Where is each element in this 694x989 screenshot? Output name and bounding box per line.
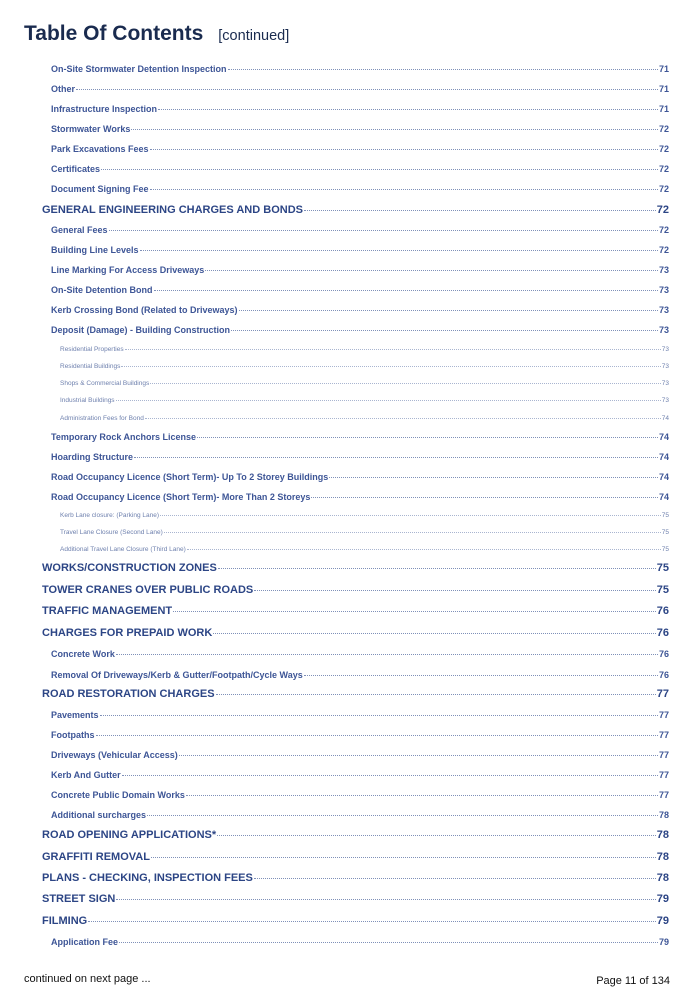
dot-leader bbox=[150, 181, 658, 190]
toc-entry-page: 73 bbox=[658, 264, 669, 275]
toc-entry-page: 78 bbox=[656, 872, 669, 885]
toc-entry[interactable] bbox=[51, 83, 669, 94]
toc-entry[interactable] bbox=[51, 669, 669, 680]
toc-entry-label: Residential Properties bbox=[60, 345, 124, 353]
dot-leader bbox=[122, 767, 658, 776]
toc-entry-label: Concrete Public Domain Works bbox=[51, 789, 185, 800]
dot-leader bbox=[173, 601, 656, 612]
toc-entry-label: General Fees bbox=[51, 224, 108, 235]
toc-entry-label: Pavements bbox=[51, 709, 99, 720]
toc-entry-label: Footpaths bbox=[51, 729, 95, 740]
toc-entry-page: 75 bbox=[656, 562, 669, 575]
toc-entry[interactable] bbox=[51, 224, 669, 235]
toc-entry-label: ROAD RESTORATION CHARGES bbox=[42, 688, 215, 701]
toc-entry-label: Shops & Commercial Buildings bbox=[60, 379, 150, 387]
toc-entry-page: 76 bbox=[656, 605, 669, 618]
toc-entry-label: Kerb Crossing Bond (Related to Driveways) bbox=[51, 304, 238, 315]
toc-entry-label: On-Site Stormwater Detention Inspection bbox=[51, 63, 227, 74]
toc-entry[interactable] bbox=[51, 936, 669, 947]
toc-entry[interactable] bbox=[51, 648, 669, 659]
dot-leader bbox=[100, 707, 658, 716]
toc-entry-page: 76 bbox=[658, 669, 669, 680]
toc-entry-label: FILMING bbox=[42, 915, 88, 928]
toc-entry-label: Kerb And Gutter bbox=[51, 769, 121, 780]
toc-entry-label: Driveways (Vehicular Access) bbox=[51, 749, 178, 760]
dot-leader bbox=[125, 343, 661, 350]
dot-leader bbox=[254, 868, 656, 879]
toc-entry-label: Kerb Lane closure: (Parking Lane) bbox=[60, 511, 160, 519]
toc-entry-page: 78 bbox=[656, 829, 669, 842]
toc-entry-page: 72 bbox=[658, 143, 669, 154]
toc-entry[interactable] bbox=[42, 827, 669, 841]
toc-entry-label: CHARGES FOR PREPAID WORK bbox=[42, 627, 213, 640]
toc-entry[interactable] bbox=[60, 378, 669, 387]
toc-entry[interactable] bbox=[51, 471, 669, 482]
dot-leader bbox=[228, 61, 658, 70]
toc-entry[interactable] bbox=[60, 395, 669, 404]
toc-entry-label: PLANS - CHECKING, INSPECTION FEES bbox=[42, 872, 253, 885]
dot-leader bbox=[187, 543, 661, 550]
toc-entry-label: Concrete Work bbox=[51, 648, 115, 659]
toc-entry-page: 73 bbox=[658, 324, 669, 335]
dot-leader bbox=[216, 684, 656, 695]
toc-entry-label: Travel Lane Closure (Second Lane) bbox=[60, 528, 163, 536]
dot-leader bbox=[239, 302, 658, 311]
toc-entry-page: 71 bbox=[658, 103, 669, 114]
toc-entry[interactable] bbox=[51, 143, 669, 154]
toc-entry[interactable] bbox=[51, 324, 669, 335]
dot-leader bbox=[304, 667, 658, 676]
toc-entry-label: Removal Of Driveways/Kerb & Gutter/Footpath/Cycle Ways bbox=[51, 669, 303, 680]
continued-note: continued on next page ... bbox=[24, 973, 151, 985]
toc-entry[interactable] bbox=[51, 123, 669, 134]
toc-entry[interactable] bbox=[51, 183, 669, 194]
toc-entry-label: Deposit (Damage) - Building Construction bbox=[51, 324, 230, 335]
dot-leader bbox=[179, 747, 658, 756]
toc-entry-label: On-Site Detention Bond bbox=[51, 284, 153, 295]
toc-entry-label: Residential Buildings bbox=[60, 362, 121, 370]
dot-leader bbox=[116, 394, 661, 401]
toc-entry-page: 73 bbox=[661, 345, 669, 353]
dot-leader bbox=[119, 934, 658, 943]
toc-entry-label: Administration Fees for Bond bbox=[60, 414, 144, 422]
toc-entry-page: 76 bbox=[658, 648, 669, 659]
dot-leader bbox=[101, 161, 658, 170]
toc-entry[interactable] bbox=[42, 202, 669, 216]
toc-entry-page: 74 bbox=[658, 451, 669, 462]
dot-leader bbox=[116, 889, 655, 900]
toc-entry-page: 77 bbox=[658, 769, 669, 780]
toc-entry-label: Line Marking For Access Driveways bbox=[51, 264, 205, 275]
dot-leader bbox=[231, 322, 658, 331]
dot-leader bbox=[213, 623, 655, 634]
dot-leader bbox=[145, 412, 661, 419]
toc-entry-label: Industrial Buildings bbox=[60, 396, 115, 404]
toc-entry[interactable] bbox=[51, 789, 669, 800]
toc-entry-page: 74 bbox=[658, 471, 669, 482]
toc-entry[interactable] bbox=[51, 163, 669, 174]
toc-entry[interactable] bbox=[42, 582, 669, 596]
toc-entry[interactable] bbox=[42, 686, 669, 700]
toc-entry[interactable] bbox=[60, 344, 669, 353]
toc-entry[interactable] bbox=[51, 451, 669, 462]
page-subtitle: [continued] bbox=[218, 28, 290, 44]
toc-entry-label: GRAFFITI REMOVAL bbox=[42, 851, 150, 864]
toc-entry[interactable] bbox=[51, 729, 669, 740]
dot-leader bbox=[140, 242, 658, 251]
toc-entry-label: ROAD OPENING APPLICATIONS* bbox=[42, 829, 217, 842]
dot-leader bbox=[121, 360, 660, 367]
toc-entry[interactable] bbox=[60, 510, 669, 519]
toc-entry-page: 79 bbox=[656, 915, 669, 928]
toc-entry[interactable] bbox=[51, 709, 669, 720]
toc-entry-page: 73 bbox=[658, 304, 669, 315]
toc-entry[interactable] bbox=[42, 891, 669, 905]
toc-entry-page: 77 bbox=[656, 688, 669, 701]
toc-entry-page: 79 bbox=[656, 893, 669, 906]
toc-entry[interactable] bbox=[60, 413, 669, 422]
toc-entry-page: 76 bbox=[656, 627, 669, 640]
toc-entry-page: 78 bbox=[656, 851, 669, 864]
toc-entry-label: Application Fee bbox=[51, 936, 119, 947]
toc-entry[interactable] bbox=[42, 603, 669, 617]
dot-leader bbox=[150, 141, 658, 150]
toc-entry[interactable] bbox=[42, 849, 669, 863]
toc-entry-page: 75 bbox=[656, 584, 669, 597]
toc-entry-page: 78 bbox=[658, 809, 669, 820]
toc-entry-page: 72 bbox=[656, 204, 669, 217]
toc-entry[interactable] bbox=[42, 625, 669, 639]
toc-entry-label: TOWER CRANES OVER PUBLIC ROADS bbox=[42, 584, 254, 597]
toc-entry-label: Additional surcharges bbox=[51, 809, 147, 820]
dot-leader bbox=[254, 580, 655, 591]
dot-leader bbox=[154, 282, 658, 291]
toc-entry[interactable] bbox=[42, 913, 669, 927]
toc-entry-page: 77 bbox=[658, 729, 669, 740]
toc-entry-page: 72 bbox=[658, 224, 669, 235]
toc-entry[interactable] bbox=[60, 544, 669, 553]
toc-entry-page: 77 bbox=[658, 749, 669, 760]
toc-entry-page: 72 bbox=[658, 244, 669, 255]
toc-entry[interactable] bbox=[51, 304, 669, 315]
dot-leader bbox=[186, 787, 658, 796]
toc-entry-label: WORKS/CONSTRUCTION ZONES bbox=[42, 562, 217, 575]
toc-entry-label: Building Line Levels bbox=[51, 244, 139, 255]
toc-entry[interactable] bbox=[42, 870, 669, 884]
toc-entry-label: Park Excavations Fees bbox=[51, 143, 149, 154]
toc-entry-page: 72 bbox=[658, 183, 669, 194]
toc-entry-label: TRAFFIC MANAGEMENT bbox=[42, 605, 173, 618]
toc-entry[interactable] bbox=[51, 769, 669, 780]
toc-entry-page: 77 bbox=[658, 709, 669, 720]
page-header bbox=[24, 22, 289, 46]
toc-entry[interactable] bbox=[51, 749, 669, 760]
toc-entry-page: 74 bbox=[658, 491, 669, 502]
toc-entry-label: Road Occupancy Licence (Short Term)- Up To 2 Storey Buildings bbox=[51, 471, 329, 482]
toc-entry[interactable] bbox=[51, 284, 669, 295]
toc-entry[interactable] bbox=[51, 63, 669, 74]
dot-leader bbox=[197, 429, 658, 438]
toc-entry[interactable] bbox=[51, 809, 669, 820]
dot-leader bbox=[329, 469, 658, 478]
toc-entry-label: Hoarding Structure bbox=[51, 451, 134, 462]
toc-entry-page: 77 bbox=[658, 789, 669, 800]
toc-entry-label: Stormwater Works bbox=[51, 123, 131, 134]
toc-entry[interactable] bbox=[51, 103, 669, 114]
toc-entry-label: Road Occupancy Licence (Short Term)- More Than 2 Storeys bbox=[51, 491, 311, 502]
toc-entry-page: 75 bbox=[661, 528, 669, 536]
toc-entry-page: 72 bbox=[658, 163, 669, 174]
toc-entry-page: 73 bbox=[658, 284, 669, 295]
toc-entry-label: Infrastructure Inspection bbox=[51, 103, 158, 114]
dot-leader bbox=[150, 377, 661, 384]
dot-leader bbox=[311, 489, 658, 498]
toc-entry[interactable] bbox=[51, 244, 669, 255]
toc-entry-page: 75 bbox=[661, 511, 669, 519]
dot-leader bbox=[116, 646, 658, 655]
dot-leader bbox=[88, 911, 656, 922]
page-title: Table Of Contents bbox=[24, 22, 204, 45]
toc-entry-page: 74 bbox=[658, 431, 669, 442]
toc-entry-label: GENERAL ENGINEERING CHARGES AND BONDS bbox=[42, 204, 303, 217]
dot-leader bbox=[205, 262, 658, 271]
toc-entry-page: 72 bbox=[658, 123, 669, 134]
toc-entry[interactable] bbox=[60, 527, 669, 536]
toc-entry-page: 71 bbox=[658, 63, 669, 74]
toc-entry-page: 73 bbox=[661, 362, 669, 370]
toc-entry-label: Certificates bbox=[51, 163, 101, 174]
dot-leader bbox=[147, 807, 658, 816]
dot-leader bbox=[134, 449, 658, 458]
toc-entry-label: STREET SIGN bbox=[42, 893, 116, 906]
toc-entry-label: Document Signing Fee bbox=[51, 183, 149, 194]
toc-entry-page: 75 bbox=[661, 545, 669, 553]
toc-entry[interactable] bbox=[51, 431, 669, 442]
dot-leader bbox=[109, 222, 658, 231]
toc-entry-page: 71 bbox=[658, 83, 669, 94]
dot-leader bbox=[218, 558, 656, 569]
toc-entry[interactable] bbox=[51, 264, 669, 275]
page-number: Page 11 of 134 bbox=[596, 975, 670, 987]
toc-entry[interactable] bbox=[42, 560, 669, 574]
toc-entry-page: 73 bbox=[661, 396, 669, 404]
dot-leader bbox=[160, 509, 661, 516]
toc-entry[interactable] bbox=[51, 491, 669, 502]
dot-leader bbox=[76, 81, 658, 90]
toc-entry[interactable] bbox=[60, 361, 669, 370]
dot-leader bbox=[151, 847, 656, 858]
dot-leader bbox=[131, 121, 658, 130]
toc-entry-label: Additional Travel Lane Closure (Third Lane) bbox=[60, 545, 186, 553]
toc-entry-page: 73 bbox=[661, 379, 669, 387]
toc-entry-label: Temporary Rock Anchors License bbox=[51, 431, 197, 442]
dot-leader bbox=[96, 727, 658, 736]
dot-leader bbox=[164, 526, 661, 533]
dot-leader bbox=[304, 200, 656, 211]
toc-entry-page: 74 bbox=[661, 414, 669, 422]
dot-leader bbox=[158, 101, 658, 110]
toc-entry-label: Other bbox=[51, 83, 76, 94]
dot-leader bbox=[217, 825, 656, 836]
toc-entry-page: 79 bbox=[658, 936, 669, 947]
